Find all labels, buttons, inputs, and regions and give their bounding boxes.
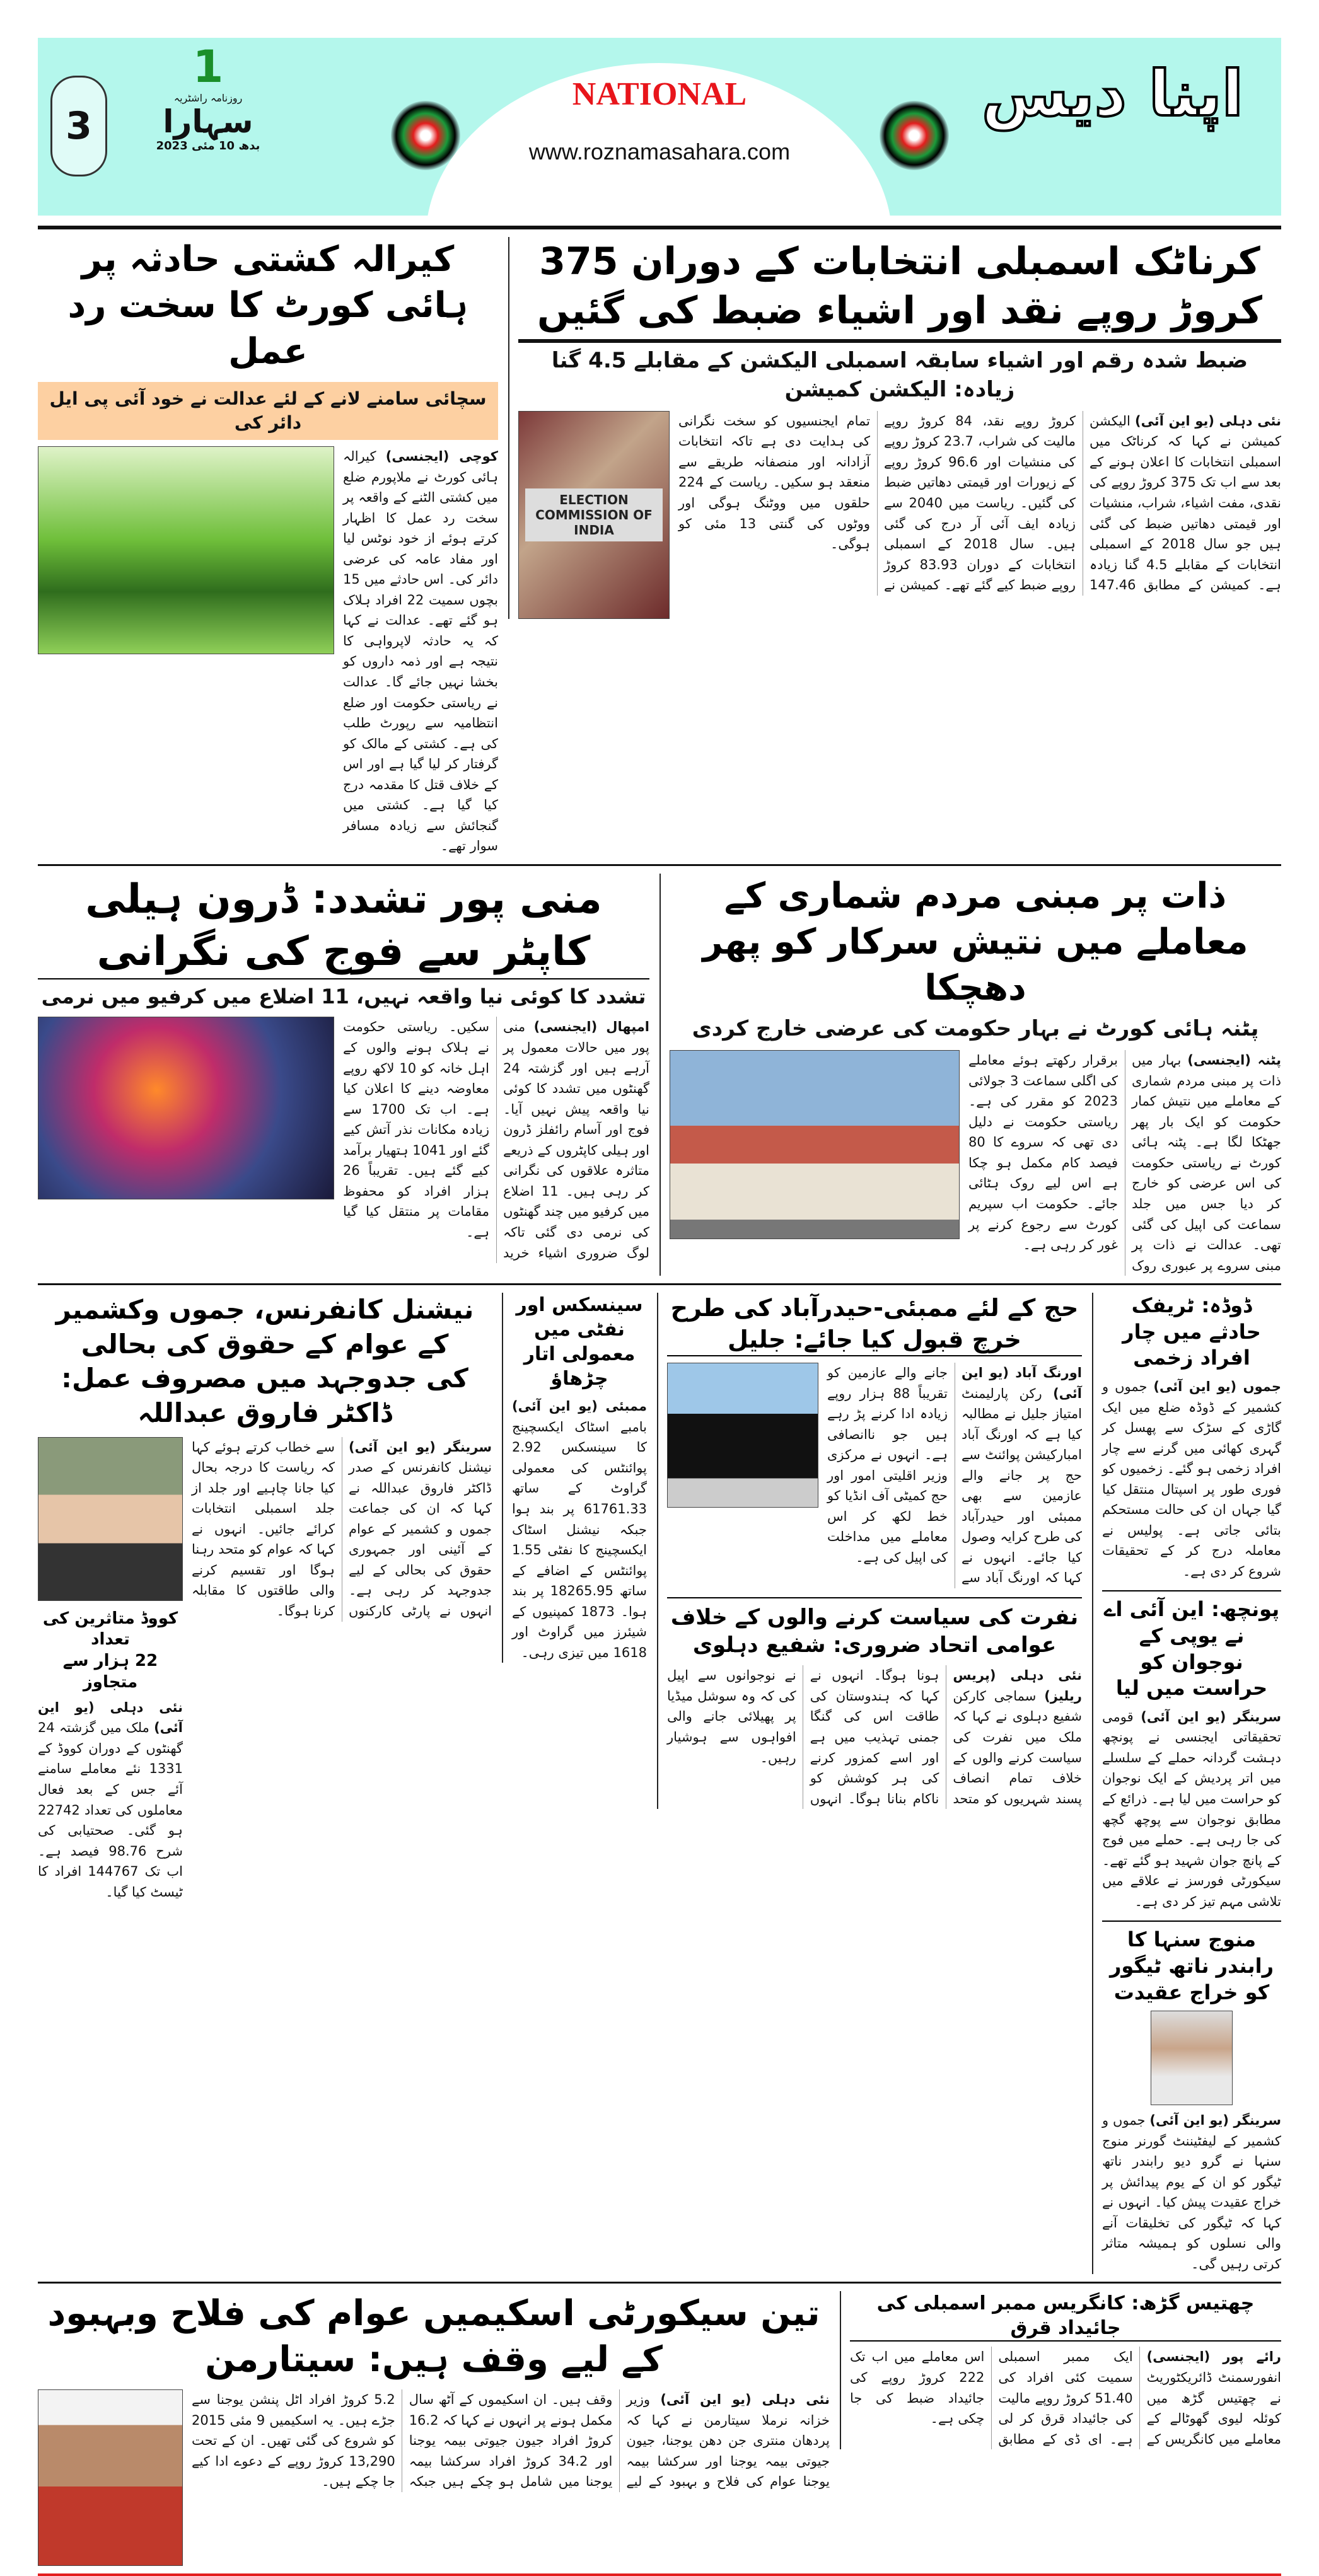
dateline: سرینگر (یو این آئی) [349,1439,492,1455]
paper-tagline: روزنامہ راشٹریہ [173,91,243,104]
paper-logo [132,42,284,153]
article-census [660,874,1281,1276]
article-sinha [1102,1920,1281,2274]
manipur-violence-photo [38,1017,334,1199]
middle-column [657,1293,1082,1809]
headline: کرناٹک اسمبلی انتخابات کے دوران 375 کروڑ روپے نقد اور اشیاء ضبط کی گئیں [537,240,1263,333]
row-lower [38,1285,1281,2284]
article-hajj [667,1293,1082,1588]
article-body [1102,1377,1281,1581]
divider [518,339,1281,343]
article-body [678,411,1281,596]
manoj-sinha-photo [1151,2011,1233,2105]
headline: نیشنل کانفرنس، جموں وکشمیر کے عوام کے حقوق کی بحالی [55,1294,474,1360]
subhead: سچائی سامنے لانے کے لئے عدالت نے خود آئی پی ایل دائر کی [38,382,498,440]
body-text: قومی تحقیقاتی ایجنسی نے پونچھ دہشت گردانہ حملے کے سلسلے میں اتر پردیش کے ایک نوجوان کو حراست میں لیا ہے۔ ذرائع کے مطابق نوجوان سے پوچھ گچھ کی جا رہی ہے۔ حملے میں فوج کے پانچ جوان شہید ہو گئے تھے۔ سیکورٹی فورسز نے علاقے میں تلاشی مہم تیز کر دی ہے۔ [1102,1709,1281,1909]
sun-emblem-icon [391,101,460,170]
dateline: سرینگر (یو این آئی) [1149,2113,1281,2128]
article-chhattisgarh [840,2291,1281,2449]
article-poonch [1102,1590,1281,1912]
article-body [667,1665,1082,1809]
row-middle [38,866,1281,1285]
body-text: رکن پارلیمنٹ امتیاز جلیل نے مطالبہ کیا ہے کہ اورنگ آباد امبارکیشن پوائنٹ سے حج پر جانے والے عازمین سے بھی ممبئی اور حیدرآباد کی طرح کرایہ وصول کیا جائے۔ انہوں نے کہا کہ اورنگ آباد سے جانے والے عازمین کو تقریباً 88 ہزار روپے زیادہ ادا کرنے پڑ رہے ہیں جو ناانصافی ہے۔ انہوں نے مرکزی وزیر اقلیتی امور اور حج کمیٹی آف انڈیا کو خط لکھ کر اس معاملے میں مداخلت کی اپیل کی ہے۔ [827,1365,1082,1586]
article-karnataka [508,237,1281,619]
article-covid [38,1609,183,1903]
dateline: کوچی (ایجنسی) [385,448,498,464]
article-body [1102,2110,1281,2274]
dateline: اورنگ آباد (یو این آئی) [962,1365,1082,1401]
headline-line2: 22 ہزار سے متجاوز [62,1651,158,1692]
election-commission-photo [518,411,670,619]
body-text: ملک میں گزشتہ 24 گھنٹوں کے دوران کووڈ کے 1331 نئے معاملے سامنے آئے جس کے بعد فعال معاملوں کی تعداد 22742 ہو گئی۔ صحتیابی کی شرح 98.76 فیصد ہے۔ اب تک 144767 افراد کا ٹیسٹ کیا گیا۔ [38,1720,183,1900]
subhead: تشدد کا کوئی نیا واقعہ نہیں، 11 اضلاع میں کرفیو میں نرمی [38,978,649,1010]
headline: پونچھ: این آئی اے نے یوپی کے نوجوان کو حراست میں لیا [1103,1597,1280,1701]
dateline: جموں (یو این آئی) [1153,1379,1281,1394]
body-text: الیکشن کمیشن نے کہا کہ کرناٹک میں اسمبلی انتخابات کا اعلان ہونے کے بعد سے اب تک 375 کروڑ روپے کی نقدی، مفت اشیاء، شراب، منشیات اور قیمتی دھاتیں ضبط کی گئی ہیں جو سال 2018 کے اسمبلی انتخابات کے مقابلے 4.5 گنا زیادہ ہے۔ کمیشن کے مطابق 147.46 کروڑ روپے نقد، 84 کروڑ روپے مالیت کی شراب، 23.7 کروڑ روپے کی منشیات اور 96.6 کروڑ روپے کے زیورات اور قیمتی دھاتیں ضبط کی گئیں۔ ریاست میں 2040 سے زیادہ ایف آئی آر درج کی گئی ہیں۔ سال 2018 کے اسمبلی انتخابات کے دوران 83.93 کروڑ روپے ضبط کیے گئے تھے۔ کمیشن نے تمام ایجنسیوں کو سخت نگرانی کی ہدایت دی ہے تاکہ انتخابات آزادانہ اور منصفانہ طریقے سے منعقد ہو سکیں۔ ریاست کے 224 حلقوں میں ووٹنگ ہوگی اور ووٹوں کی گنتی 13 مئی کو ہوگی۔ [678,413,1282,593]
headline: ذات پر مبنی مردم شماری کے معاملے میں نتیش سرکار کو پھر دھچکا [702,875,1248,1008]
boat-accident-photo [38,446,334,654]
dateline: نئی دہلی (پریس ریلیز) [953,1668,1082,1704]
headline: کووڈ متاثرین کی تعداد [42,1609,178,1649]
subhead: پٹنہ ہائی کورٹ نے بہار حکومت کی عرضی خارج کردی [692,1016,1259,1042]
body-text: وزیر خزانہ نرملا سیتارمن نے کہا کہ پردھان منتری جن دھن یوجنا، جیون جیوتی بیمہ یوجنا اور سرکشا بیمہ یوجنا عوام کی فلاح و بہبود کے لیے وقف ہیں۔ ان اسکیموں کے آٹھ سال مکمل ہونے پر انہوں نے کہا کہ 16.2 کروڑ افراد جیون جیوتی بیمہ یوجنا اور 34.2 کروڑ افراد سرکشا بیمہ یوجنا میں شامل ہو چکے ہیں جبکہ 5.2 کروڑ افراد اٹل پنشن یوجنا سے جڑے ہیں۔ یہ اسکیمیں 9 مئی 2015 کو شروع کی گئی تھیں۔ ان کے تحت 13,290 کروڑ روپے کے دعوے ادا کیے جا چکے ہیں۔ [192,2392,830,2490]
body-text: جموں و کشمیر کے ڈوڈہ ضلع میں ایک گاڑی کے سڑک سے پھسل کر گہری کھائی میں گرنے سے چار افراد زخمی ہو گئے۔ زخمیوں کو فوری طور پر اسپتال منتقل کیا گیا جہاں ان کی حالت مستحکم بتائی جاتی ہے۔ پولیس نے معاملہ درج کر کے تحقیقات شروع کر دی ہے۔ [1102,1379,1281,1579]
article-body [192,2389,830,2492]
right-column [1092,1293,1281,2274]
headline-line2: معمولی اتار چڑھاؤ [523,1343,636,1390]
sun-emblem-icon [880,101,949,170]
article-body [850,2347,1281,2449]
dateline: امپھال (ایجنسی) [533,1019,649,1035]
dateline: پٹنہ (ایجنسی) [1187,1053,1281,1068]
headline: تین سیکورٹی اسکیمیں عوام کی فلاح وبہبود کے لیے وقف ہیں: سیتارمن [47,2293,820,2381]
body-text: بہار میں ذات پر مبنی مردم شماری کے معاملے میں نتیش کمار حکومت کو ایک بار پھر جھٹکا لگا ہے۔ پٹنہ ہائی کورٹ نے ریاستی حکومت کی اس عرضی کو خارج کر دیا جس میں جلد سماعت کی اپیل کی گئی تھی۔ عدالت نے ذات پر مبنی سروے پر عبوری روک برقرار رکھتے ہوئے معاملے کی اگلی سماعت 3 جولائی 2023 کو مقرر کی ہے۔ ریاستی حکومت نے دلیل دی تھی کہ سروے کا 80 فیصد کام مکمل ہو چکا ہے اس لیے روک ہٹائی جائے۔ حکومت اب سپریم کورٹ سے رجوع کرنے پر غور کر رہی ہے۔ [968,1053,1281,1273]
article-doda [1102,1293,1281,1581]
page-content [38,226,1281,2576]
website[interactable]: www.roznamasahara.com [528,139,791,165]
headline: منی پور تشدد: ڈرون ہیلی کاپٹر سے فوج کی نگرانی [85,875,602,976]
article-body [38,1697,183,1902]
article-sitharaman [38,2291,830,2566]
headline: حج کے لئے ممبئی-حیدرآباد کی طرح خرچ قبول کیا جائے: جلیل [667,1293,1082,1356]
section-title: اپنا دیس [981,57,1243,130]
article-nafrat [667,1597,1082,1809]
body-text: نیشنل کانفرنس کے صدر ڈاکٹر فاروق عبداللہ نے کہا کہ ان کی جماعت جموں و کشمیر کے عوام کے آئینی اور جمہوری حقوق کی بحالی کے لیے جدوجہد کر رہی ہے۔ انہوں نے پارٹی کارکنوں سے خطاب کرتے ہوئے کہا کہ ریاست کا درجہ بحال کیا جانا چاہیے اور جلد از جلد اسمبلی انتخابات کرائے جائیں۔ انہوں نے کہا کہ عوام کو متحد رہنا ہوگا اور تقسیم کرنے والی طاقتوں کا مقابلہ کرنا ہوگا۔ [192,1439,492,1619]
article-body [343,446,498,857]
headline: نفرت کی سیاست کرنے والوں کے خلاف عوامی اتحاد ضروری: شفیع دہلوی [670,1605,1079,1658]
body-text: کیرالہ ہائی کورٹ نے ملاپورم ضلع میں کشتی الٹنے کے واقعہ پر سخت رد عمل کا اظہار کرتے ہوئے از خود نوٹس لیا اور مفاد عامہ کی عرضی دائر کی۔ اس حادثے میں 15 بچوں سمیت 22 افراد ہلاک ہو گئے تھے۔ عدالت نے کہا کہ یہ حادثہ لاپرواہی کا نتیجہ ہے اور ذمہ داروں کو بخشا نہیں جائے گا۔ عدالت نے ریاستی حکومت اور ضلع انتظامیہ سے رپورٹ طلب کی ہے۔ کشتی کے مالک کو گرفتار کر لیا گیا ہے اور اس کے خلاف قتل کا مقدمہ درج کیا گیا ہے۔ کشتی میں گنجائش سے زیادہ مسافر سوار تھے۔ [343,448,498,854]
image-caption: ELECTION COMMISSION OF INDIA [525,488,663,541]
body-text: بامبے اسٹاک ایکسچینج کا سینسکس 2.92 پوائنٹس کی معمولی گراوٹ کے ساتھ 61761.33 پر بند ہوا جبکہ نیشنل اسٹاک ایکسچینج کا نفٹی 1.55 پوائنٹس کے اضافے کے ساتھ 18265.95 پر بند ہوا۔ 1873 کمپنیوں کے شیئرز میں گراوٹ اور 1618 میں تیزی رہی۔ [512,1419,647,1660]
paper-name: سہارا [163,103,253,140]
article-manipur [38,874,649,1263]
headline-line2: کی جدوجہد میں مصروف عمل: ڈاکٹر فاروق عبداللہ [61,1363,468,1428]
headline: سینسکس اور نفٹی میں [516,1294,643,1341]
sitharaman-photo [38,2389,183,2566]
masthead [38,38,1281,216]
article-kerala [38,237,498,857]
dateline: سرینگر (یو این آئی) [1141,1709,1281,1724]
article-body [512,1396,647,1663]
dateline: ممبئی (یو این آئی) [512,1399,647,1414]
body-text: انفورسمنٹ ڈائریکٹوریٹ نے چھتیس گڑھ میں کوئلہ لیوی گھوٹالے کے معاملے میں کانگریس کے ایک ممبر اسمبلی سمیت کئی افراد کی 51.40 کروڑ روپے مالیت کی جائیداد قرق کر لی ہے۔ ای ڈی کے مطابق اس معاملے میں اب تک 222 کروڑ روپے کی جائیداد ضبط کی جا چکی ہے۔ [850,2349,1281,2447]
dateline: نئی دہلی (یو این آئی) [1134,413,1282,429]
anniversary-mark: 1 [192,41,224,93]
kaaba-photo [667,1363,818,1508]
article-sensex [502,1293,647,1663]
section-label: NATIONAL [572,76,747,112]
row-top [38,229,1281,866]
headline: کیرالہ کشتی حادثہ پر ہائی کورٹ کا سخت رد عمل [67,239,468,372]
dateline: نئی دہلی (یو این آئی) [38,1699,183,1736]
dateline: رائے پور (ایجنسی) [1146,2349,1281,2365]
article-nc [38,1293,492,1902]
issue-date: بدھ 10 مئی 2023 [156,139,260,153]
body-text: جموں و کشمیر کے لیفٹیننٹ گورنر منوج سنہا نے گرو دیو رابندر ناتھ ٹیگور کو ان کے یوم پیدائش پر خراج عقیدت پیش کیا۔ انہوں نے کہا کہ ٹیگور کی تخلیقات آنے والی نسلوں کو ہمیشہ متاثر کرتی رہیں گی۔ [1102,2113,1281,2272]
body-text: سماجی کارکن شفیع دہلوی نے کہا کہ ملک میں نفرت کی سیاست کرنے والوں کے خلاف تمام انصاف پسند شہریوں کو متحد ہونا ہوگا۔ انہوں نے کہا کہ ہندوستان کی طاقت اس کی گنگا جمنی تہذیب میں ہے اور اسے کمزور کرنے کی ہر کوشش کو ناکام بنانا ہوگا۔ انہوں نے نوجوانوں سے اپیل کی کہ وہ سوشل میڈیا پر پھیلائی جانے والی افواہوں سے ہوشیار رہیں۔ [667,1668,1082,1806]
headline: ڈوڈہ: ٹریفک حادثے میں چار افراد زخمی [1122,1293,1261,1370]
article-body [968,1050,1281,1276]
row-bottom [38,2284,1281,2576]
patna-high-court-photo [670,1050,960,1239]
subhead: ضبط شدہ رقم اور اشیاء سابقہ اسمبلی الیکشن کے مقابلے 4.5 گنا زیادہ: الیکشن کمیشن [551,348,1248,402]
article-body [192,1437,492,1622]
headline: منوج سنہا کا رابندر ناتھ ٹیگور کو خراج عقیدت [1109,1927,1274,2004]
article-body [1102,1707,1281,1912]
dateline: نئی دہلی (یو این آئی) [660,2392,830,2408]
body-text: منی پور میں حالات معمول پر آرہے ہیں اور گزشتہ 24 گھنٹوں میں تشدد کا کوئی نیا واقعہ پیش نہیں آیا۔ فوج اور آسام رائفلز ڈرون اور ہیلی کاپٹروں کے ذریعے متاثرہ علاقوں کی نگرانی کر رہی ہیں۔ 11 اضلاع میں کرفیو میں چند گھنٹوں کی نرمی دی گئی تاکہ لوگ ضروری اشیاء خرید سکیں۔ ریاستی حکومت نے ہلاک ہونے والوں کے اہل خانہ کو 10 لاکھ روپے معاوضہ دینے کا اعلان کیا ہے۔ اب تک 1700 سے زیادہ مکانات نذر آتش کیے گئے اور 1041 ہتھیار برآمد کیے گئے ہیں۔ تقریباً 26 ہزار افراد کو محفوظ مقامات پر منتقل کیا گیا ہے۔ [343,1019,649,1261]
farooq-abdullah-photo [38,1437,183,1601]
headline: چھتیس گڑھ: کانگریس ممبر اسمبلی کی جائیداد قرق [850,2291,1281,2342]
article-body [827,1363,1082,1588]
page-number: 3 [50,76,107,176]
article-body [343,1017,649,1263]
